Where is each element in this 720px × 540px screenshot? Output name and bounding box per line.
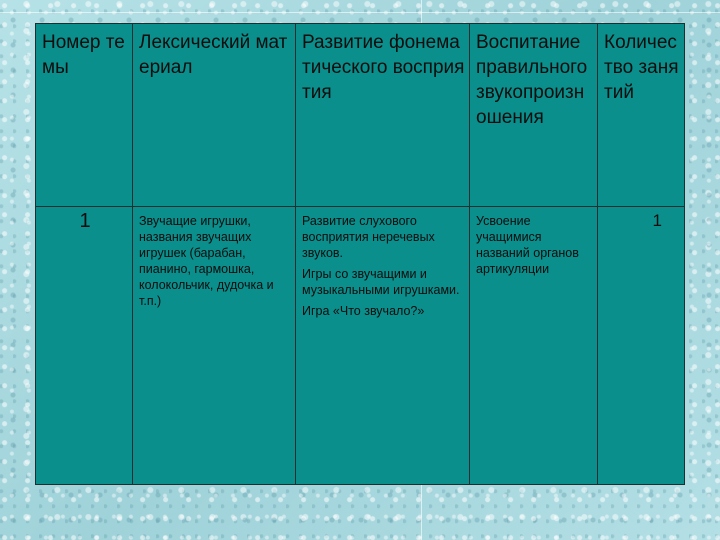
lesson-plan-table <box>35 23 685 485</box>
cell-phonemic-perception <box>296 207 470 485</box>
perception-item: Развитие слухового восприятия неречевых звуков. <box>302 214 435 260</box>
header-lexical-material: Лексический материал <box>133 24 296 207</box>
cell-topic-number: 1 <box>36 207 133 485</box>
cell-pronunciation: Усвоение учащимися названий органов артикуляции <box>470 207 598 485</box>
cell-lesson-count: 1 <box>598 207 685 485</box>
cell-lexical-material: Звучащие игрушки, названия звучащих игрушек (барабан, пианино, гармошка, колокольчик, дудочка и т.п.) <box>133 207 296 485</box>
header-lesson-count: Количество занятий <box>598 24 685 207</box>
background-guide-horizontal <box>0 12 720 13</box>
table-header-row <box>36 24 685 207</box>
perception-item: Игры со звучащими и музыкальными игрушками. <box>302 267 460 297</box>
header-phonemic-perception: Развитие фонематического восприятия <box>296 24 470 207</box>
header-pronunciation: Воспитание правильного звукопроизношения <box>470 24 598 207</box>
perception-item: Игра «Что звучало?» <box>302 304 425 318</box>
table-row <box>36 207 685 485</box>
header-topic-number: Номер темы <box>36 24 133 207</box>
